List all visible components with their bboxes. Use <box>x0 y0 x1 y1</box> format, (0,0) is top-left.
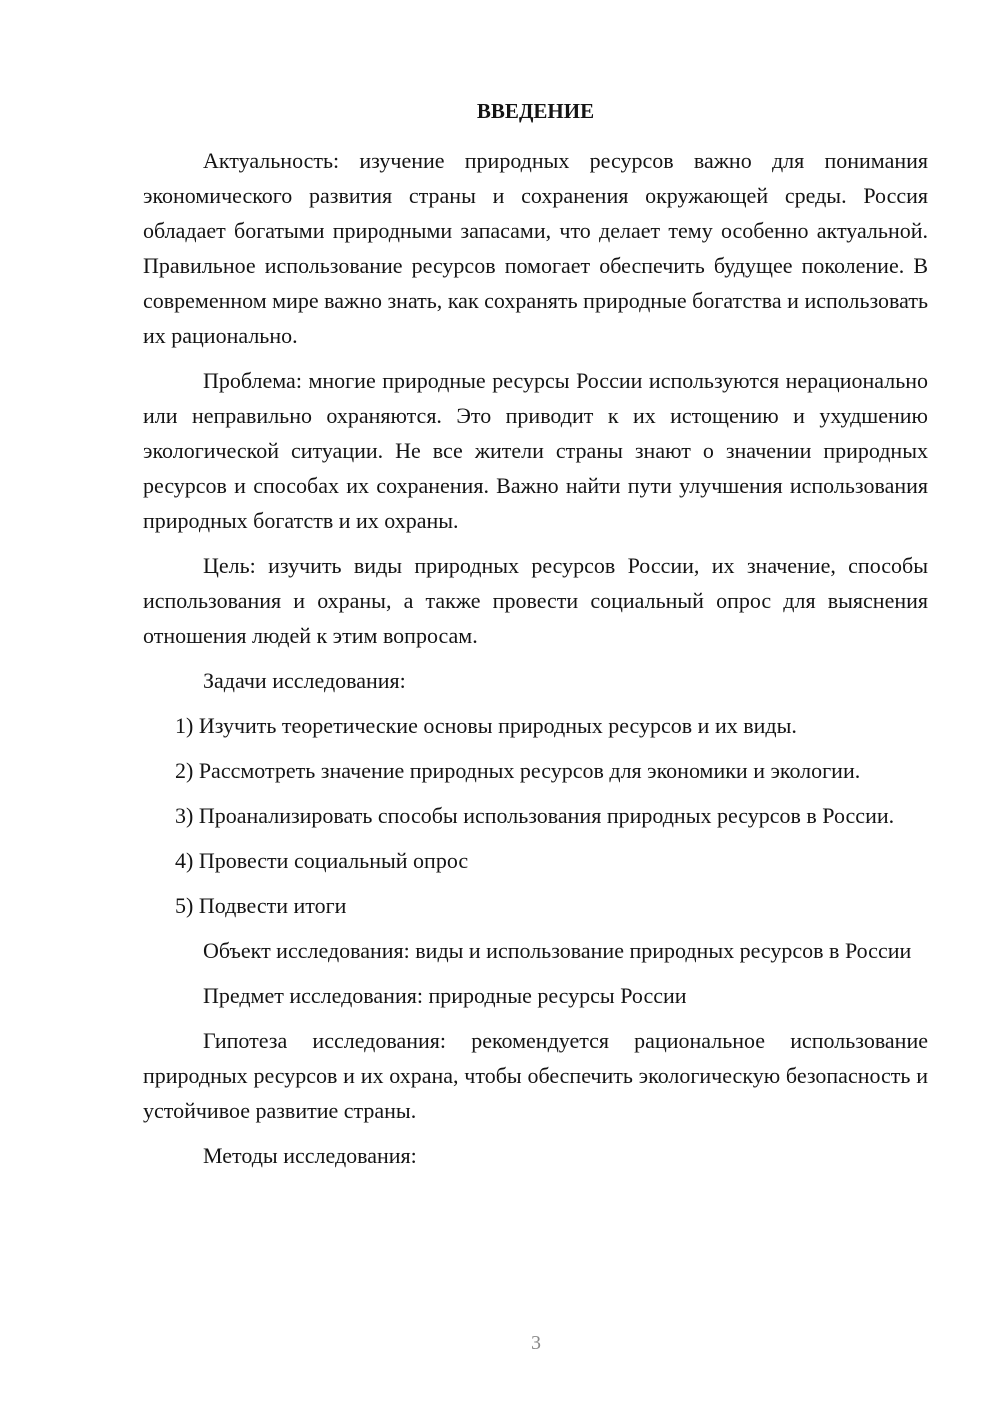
relevance-paragraph: Актуальность: изучение природных ресурсов важно для понимания экономического развития страны и сохранения окружающей среды. Россия обладает богатыми природными запасами, что делает тему особенно актуальной. Правильное использование ресурсов помогает обеспечить будущее поколение. В современном мире важно знать, как сохранять природные богатства и использовать их рационально. <box>143 148 928 348</box>
subject-paragraph: Предмет исследования: природные ресурсы России <box>203 983 687 1008</box>
object-paragraph: Объект исследования: виды и использование природных ресурсов в России <box>203 938 912 963</box>
goal-paragraph: Цель: изучить виды природных ресурсов России, их значение, способы использования и охраны, а также провести социальный опрос для выяснения отношения людей к этим вопросам. <box>143 553 928 648</box>
task-item: 1) Изучить теоретические основы природных ресурсов и их виды. <box>175 713 797 738</box>
document-page <box>143 95 928 1183</box>
task-item: 4) Провести социальный опрос <box>175 848 469 873</box>
task-item: 5) Подвести итоги <box>175 893 347 918</box>
hypothesis-paragraph: Гипотеза исследования: рекомендуется рациональное использование природных ресурсов и их охрана, чтобы обеспечить экологическую безопасность и устойчивое развитие страны. <box>143 1028 928 1123</box>
task-item: 3) Проанализировать способы использования природных ресурсов в России. <box>175 803 895 828</box>
problem-paragraph: Проблема: многие природные ресурсы России используются нерационально или неправильно охраняются. Это приводит к их истощению и ухудшению экологической ситуации. Не все жители страны знают о значении природных ресурсов и способах их сохранения. Важно найти пути улучшения использования природных богатств и их охраны. <box>143 368 928 533</box>
methods-heading: Методы исследования: <box>203 1143 417 1168</box>
task-item: 2) Рассмотреть значение природных ресурсов для экономики и экологии. <box>175 758 861 783</box>
tasks-heading: Задачи исследования: <box>203 668 406 693</box>
page-number: 3 <box>531 1332 541 1354</box>
section-title: ВВЕДЕНИЕ <box>476 99 595 123</box>
